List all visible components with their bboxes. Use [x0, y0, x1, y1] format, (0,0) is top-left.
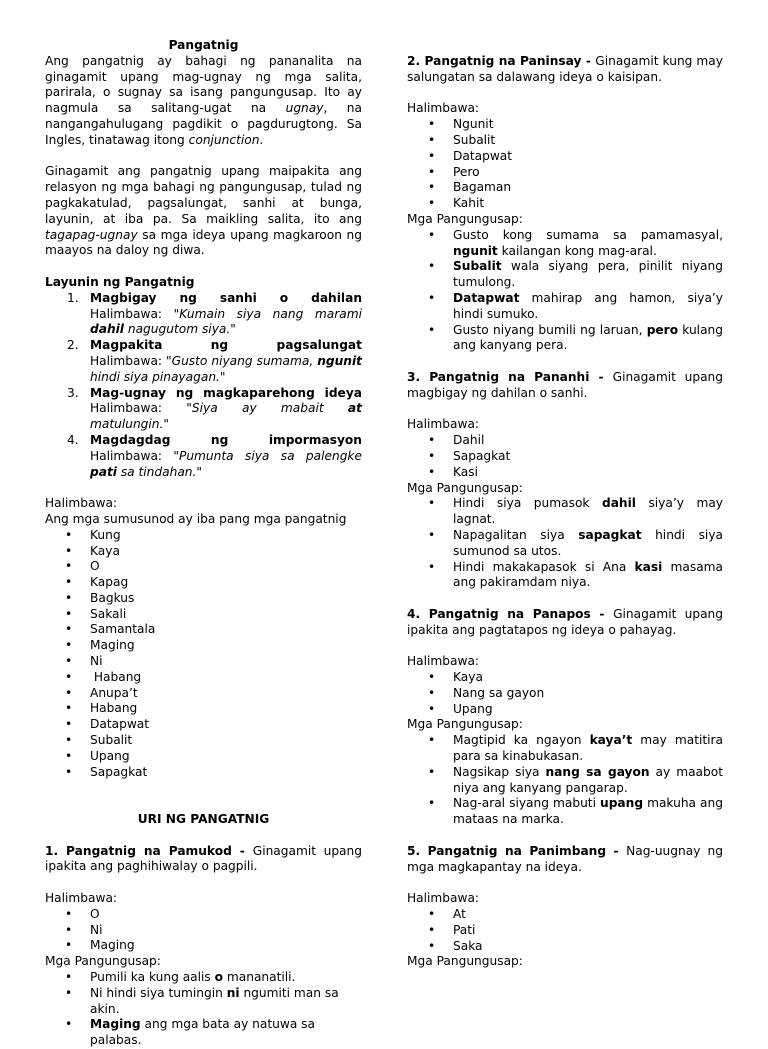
panimbang-examples: [407, 907, 723, 954]
sentence-item: • Pumili ka kung aalis o mananatili.: [45, 970, 362, 986]
section-panapos-heading: 4. Pangatnig na Panapos - Ginagamit upang ipakita ang pagtatapos ng ideya o pahayag.: [407, 606, 723, 637]
list-item: • Pati: [407, 923, 723, 939]
section-pamukod-heading: 1. Pangatnig na Pamukod - Ginagamit upang ipakita ang paghihiwalay o pagpili.: [45, 843, 362, 874]
right-column: [407, 54, 723, 970]
layunin-item: 2. Magpakita ng pagsalungat Halimbawa: "Gusto niyang sumama, ngunit hindi siya pinayagan.": [67, 338, 362, 384]
list-item: • Bagkus: [45, 591, 362, 607]
sentence-item: • Nag-aral siyang mabuti upang makuha ang mataas na marka.: [407, 796, 723, 828]
list-item: • Sakali: [45, 607, 362, 623]
list-item: • Kaya: [407, 670, 723, 686]
mga-pangungusap-label: Mga Pangungusap:: [407, 717, 523, 732]
mga-pangungusap-label: Mga Pangungusap:: [407, 211, 523, 226]
list-item: • Habang: [45, 670, 362, 686]
sentence-item: • Magtipid ka ngayon kaya’t may matitira para sa kinabukasan.: [407, 733, 723, 765]
list-item: • At: [407, 907, 723, 923]
sentence-item: • Hindi makakapasok si Ana kasi masama ang pakiramdam niya.: [407, 560, 723, 592]
halimbawa-label: Halimbawa:: [407, 654, 480, 669]
paninsay-sentences: [407, 228, 723, 354]
list-item: • Kapag: [45, 575, 362, 591]
list-item: • Datapwat: [45, 717, 362, 733]
halimbawa-label: Halimbawa:: [45, 891, 118, 906]
sentence-item: • Maging ang mga bata ay natuwa sa palabas.: [45, 1017, 362, 1049]
list-item: • Kung: [45, 528, 362, 544]
list-item: • Kaya: [45, 544, 362, 560]
list-item: • Saka: [407, 939, 723, 955]
list-item: • Datapwat: [407, 149, 723, 165]
pamukod-sentences: [45, 970, 362, 1049]
panapos-sentences: [407, 733, 723, 828]
list-item: • Upang: [45, 749, 362, 765]
list-item: • Kahit: [407, 196, 723, 212]
list-item: • Ngunit: [407, 117, 723, 133]
list-item: • Subalit: [45, 733, 362, 749]
document-title: Pangatnig: [168, 38, 239, 52]
iba-pa-text: Ang mga sumusunod ay iba pang mga pangatnig: [45, 511, 347, 526]
sentence-item: • Datapwat mahirap ang hamon, siya’y hindi sumuko.: [407, 291, 723, 323]
list-item: • Nang sa gayon: [407, 686, 723, 702]
halimbawa-label: Halimbawa:: [407, 891, 480, 906]
list-item: • Ni: [45, 923, 362, 939]
list-item: • Sapagkat: [45, 765, 362, 781]
halimbawa-label: Halimbawa:: [407, 101, 480, 116]
mga-pangungusap-label: Mga Pangungusap:: [45, 954, 161, 969]
list-item: • Sapagkat: [407, 449, 723, 465]
layunin-heading: Layunin ng Pangatnig: [45, 274, 195, 289]
sentence-item: • Gusto kong sumama sa pamamasyal, ngunit kailangan kong mag-aral.: [407, 228, 723, 260]
list-item: • Pero: [407, 165, 723, 181]
uri-heading: URI NG PANGATNIG: [137, 812, 270, 827]
layunin-item: 1. Magbigay ng sanhi o dahilan Halimbawa: "Kumain siya nang marami dahil nagugutom siya.": [67, 290, 362, 337]
list-item: • Maging: [45, 638, 362, 654]
sentence-item: • Napagalitan siya sapagkat hindi siya sumunod sa utos.: [407, 528, 723, 560]
section-pananhi-heading: 3. Pangatnig na Pananhi - Ginagamit upang magbigay ng dahilan o sanhi.: [407, 369, 723, 400]
list-item: • Habang: [45, 701, 362, 717]
list-item: • O: [45, 907, 362, 923]
left-column: [45, 38, 362, 1049]
list-item: • Anupa’t: [45, 686, 362, 702]
sentence-item: • Gusto niyang bumili ng laruan, pero kulang ang kanyang pera.: [407, 323, 723, 355]
list-item: • Bagaman: [407, 180, 723, 196]
usage-paragraph: Ginagamit ang pangatnig upang maipakita ang relasyon ng mga bahagi ng pangungusap, tulad ng pagkakatulad, pagsalungat, sanhi at bunga, layunin, at iba pa. Sa maikling salita, ito ang tagapag-ugnay sa mga ideya upang magkaroon ng maayos na daloy ng diwa.: [45, 164, 362, 258]
list-item: • Upang: [407, 702, 723, 718]
sentence-item: • Nagsikap siya nang sa gayon ay maabot niya ang kanyang pangarap.: [407, 765, 723, 797]
list-item: • Kasi: [407, 465, 723, 481]
list-item: • Subalit: [407, 133, 723, 149]
section-panimbang-heading: 5. Pangatnig na Panimbang - Nag-uugnay ng mga magkapantay na ideya.: [407, 843, 723, 874]
panapos-examples: [407, 670, 723, 717]
sentence-item: • Ni hindi siya tumingin ni ngumiti man sa akin.: [45, 986, 362, 1018]
layunin-item: 4. Magdagdag ng impormasyon Halimbawa: "Pumunta siya sa palengke pati sa tindahan.": [67, 432, 362, 479]
layunin-item: 3. Mag-ugnay ng magkaparehong ideya Halimbawa: "Siya ay mabait at matulungin.": [67, 385, 362, 432]
sentence-item: • Hindi siya pumasok dahil siya’y may lagnat.: [407, 496, 723, 528]
intro-paragraph: Ang pangatnig ay bahagi ng pananalita na ginagamit upang mag-ugnay ng mga salita, parirala, o sugnay sa isang pangungusap. Ito ay nagmula sa salitang-ugat na ugnay, na nangangahulugang pagdikit o pagdurugtong. Sa Ingles, tinatawag itong conjunction.: [45, 53, 362, 147]
paninsay-examples: [407, 117, 723, 212]
pananhi-sentences: [407, 496, 723, 591]
halimbawa-label: Halimbawa:: [45, 496, 118, 511]
list-item: • Samantala: [45, 622, 362, 638]
layunin-list: [45, 291, 362, 481]
list-item: • Ni: [45, 654, 362, 670]
sentence-item: • Subalit wala siyang pera, pinilit niyang tumulong.: [407, 259, 723, 291]
pananhi-examples: [407, 433, 723, 480]
pamukod-examples: [45, 907, 362, 954]
mga-pangungusap-label: Mga Pangungusap:: [407, 954, 523, 969]
list-item: • Maging: [45, 938, 362, 954]
halimbawa-label: Halimbawa:: [407, 417, 480, 432]
list-item: • Dahil: [407, 433, 723, 449]
section-paninsay-heading: 2. Pangatnig na Paninsay - Ginagamit kung may salungatan sa dalawang ideya o kaisipan.: [407, 54, 723, 84]
conjunction-list: [45, 528, 362, 781]
list-item: • O: [45, 559, 362, 575]
mga-pangungusap-label: Mga Pangungusap:: [407, 480, 523, 495]
